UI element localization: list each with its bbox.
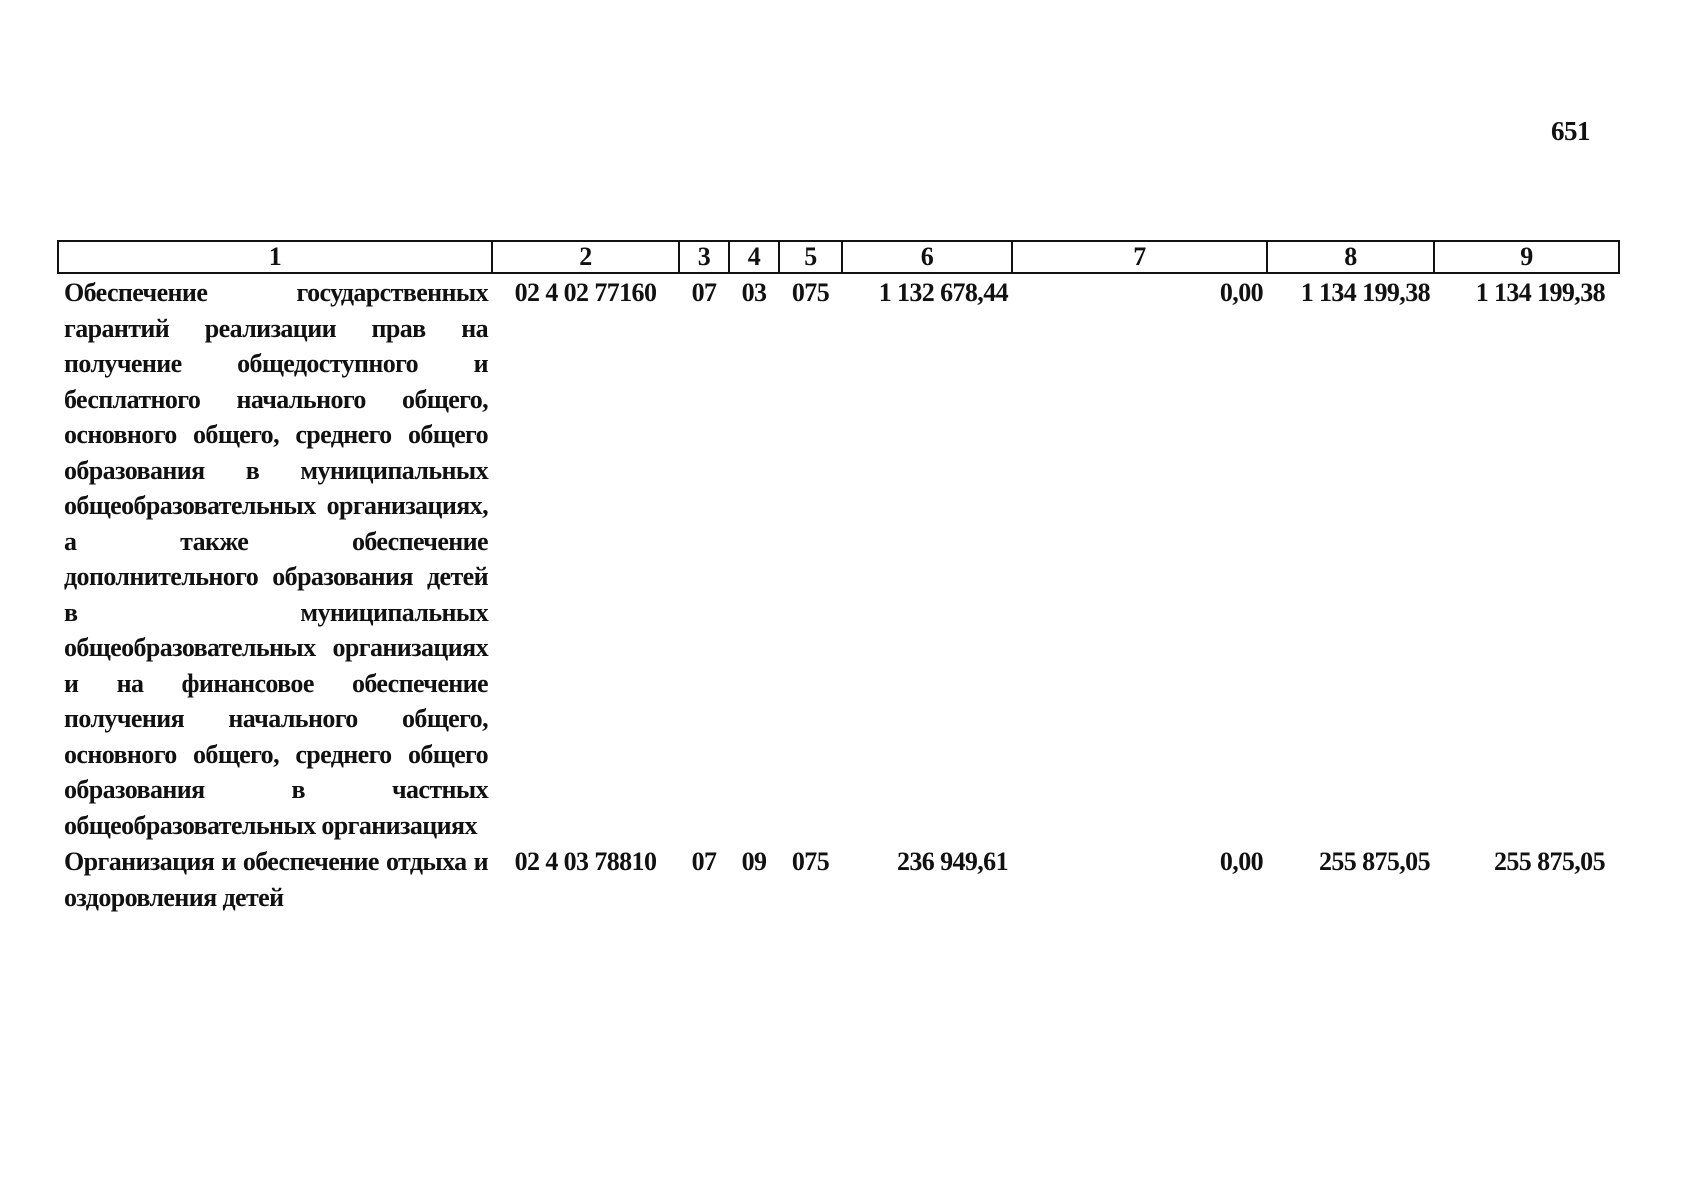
column-header-1: 1 bbox=[58, 241, 492, 273]
row-name: Обеспечение государственных гарантий реализации прав на получение общедоступного и бесплатного начального общего, основного общего, среднего общего образования в муниципальных общеобразовательных организациях, а также обеспечение дополнительного образования детей в муниципальных общеобразовательных организациях и на финансовое обеспечение получения начального общего, основного общего, среднего общего образования в частных общеобразовательных организациях bbox=[64, 278, 488, 840]
column-header-6: 6 bbox=[842, 241, 1012, 273]
page-number: 651 bbox=[1551, 116, 1590, 146]
row-amount-col6: 236 949,61 bbox=[896, 847, 1008, 876]
column-header-5: 5 bbox=[779, 241, 842, 273]
column-header-4: 4 bbox=[729, 241, 779, 273]
table-row bbox=[58, 843, 1619, 915]
row-amount-col7: 0,00 bbox=[1219, 278, 1263, 307]
row-amount-col9: 1 134 199,38 bbox=[1475, 278, 1605, 307]
row-csr-code: 02 4 03 78810 bbox=[514, 847, 657, 876]
row-section: 07 bbox=[691, 847, 717, 876]
row-amount-col8: 255 875,05 bbox=[1318, 847, 1430, 876]
row-section: 07 bbox=[691, 278, 717, 307]
row-amount-col8: 1 134 199,38 bbox=[1300, 278, 1430, 307]
row-subsection: 03 bbox=[741, 278, 767, 307]
row-grbs: 075 bbox=[791, 847, 830, 876]
row-name: Организация и обеспечение отдыха и оздоровления детей bbox=[64, 847, 488, 912]
column-header-3: 3 bbox=[679, 241, 729, 273]
row-subsection: 09 bbox=[741, 847, 767, 876]
row-amount-col6: 1 132 678,44 bbox=[878, 278, 1008, 307]
column-header-8: 8 bbox=[1267, 241, 1434, 273]
row-amount-col7: 0,00 bbox=[1219, 847, 1263, 876]
row-amount-col9: 255 875,05 bbox=[1493, 847, 1605, 876]
table-row bbox=[58, 273, 1619, 843]
row-grbs: 075 bbox=[791, 278, 830, 307]
column-header-9: 9 bbox=[1434, 241, 1619, 273]
budget-table bbox=[57, 240, 1620, 915]
column-header-7: 7 bbox=[1012, 241, 1267, 273]
table-header-row bbox=[58, 241, 1619, 273]
row-csr-code: 02 4 02 77160 bbox=[514, 278, 657, 307]
column-header-2: 2 bbox=[492, 241, 679, 273]
